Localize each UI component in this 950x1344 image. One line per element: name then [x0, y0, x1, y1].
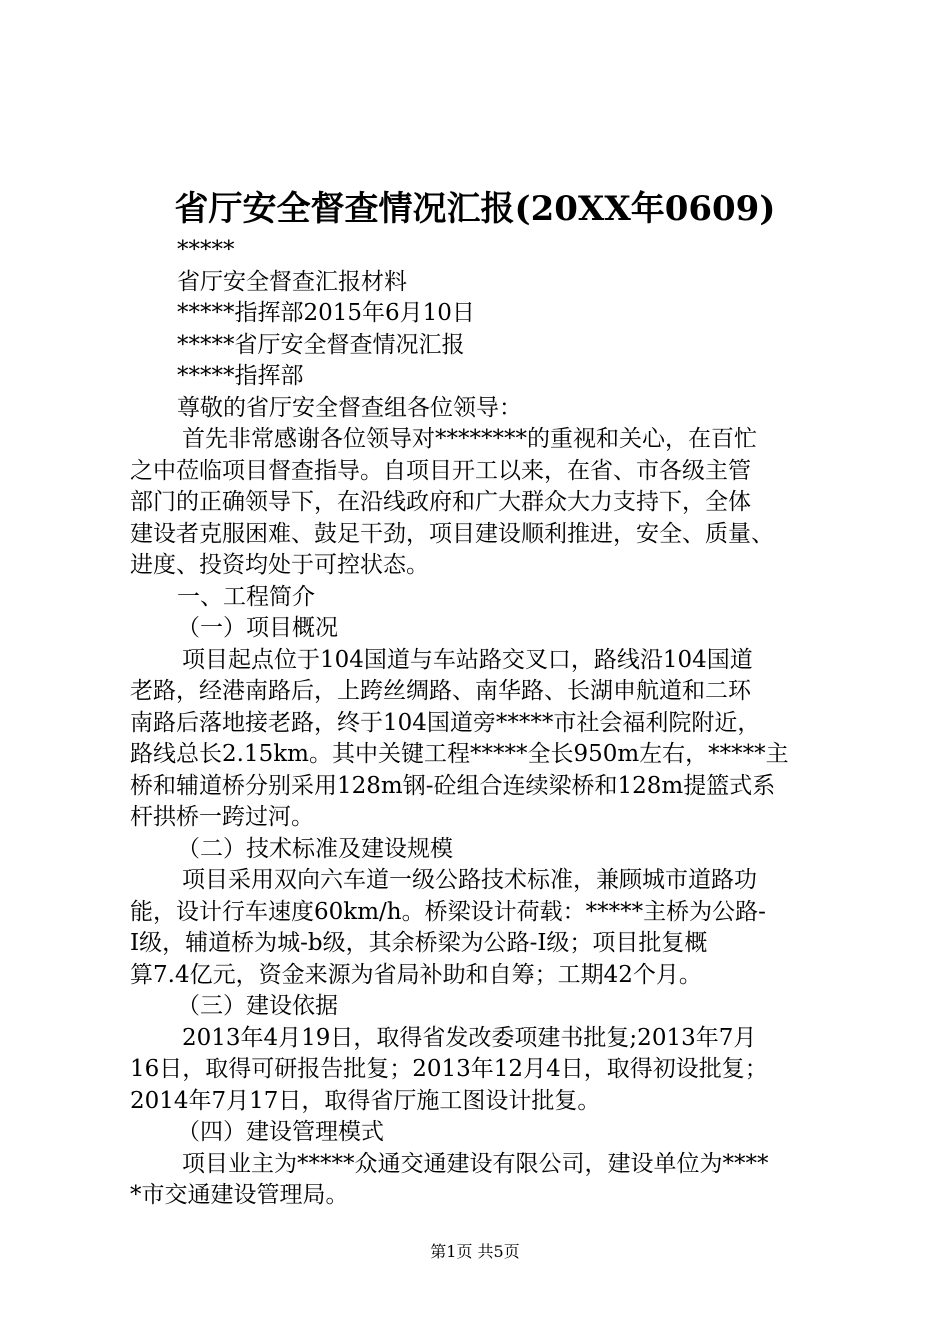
page-number-footer: 第1页 共5页	[430, 1242, 520, 1261]
subsection-heading: （三）建设依据	[177, 993, 338, 1019]
paragraph-line: 桥和辅道桥分别采用128m钢-砼组合连续梁桥和128m提篮式系	[130, 772, 776, 799]
paragraph-line: 能，设计行车速度60km/h。桥梁设计荷载：*****主桥为公路-	[130, 898, 766, 925]
paragraph-line: 16日，取得可研报告批复；2013年12月4日，取得初设批复；	[130, 1056, 768, 1082]
paragraph-line: 部门的正确领导下，在沿线政府和广大群众大力支持下，全体	[130, 489, 751, 515]
paragraph-line: 2014年7月17日，取得省厅施工图设计批复。	[130, 1087, 601, 1114]
paragraph-line: 南路后落地接老路，终于104国道旁*****市社会福利院附近，	[130, 709, 761, 736]
subsection-heading: （四）建设管理模式	[177, 1119, 384, 1145]
document-title: 省厅安全督查情况汇报(20XX年0609)	[174, 189, 776, 229]
subsection-heading: （一）项目概况	[177, 615, 338, 641]
text-line: *****指挥部	[177, 363, 304, 389]
paragraph-first-line: 首先非常感谢各位领导对********的重视和关心，在百忙	[182, 426, 757, 452]
subsection-heading: （二）技术标准及建设规模	[177, 835, 453, 862]
paragraph-first-line: 项目起点位于104国道与车站路交叉口，路线沿104国道	[182, 646, 753, 673]
paragraph-line: 建设者克服困难、鼓足干劲，项目建设顺利推进，安全、质量、	[130, 520, 774, 547]
paragraph-line: 进度、投资均处于可控状态。	[130, 552, 429, 578]
text-line: 省厅安全督查汇报材料	[177, 268, 407, 295]
section-heading: 一、工程简介	[177, 583, 315, 610]
paragraph-line: *市交通建设管理局。	[130, 1182, 349, 1208]
paragraph-line: 算7.4亿元，资金来源为省局补助和自筹；工期42个月。	[130, 961, 702, 988]
text-line: 尊敬的省厅安全督查组各位领导：	[177, 394, 522, 421]
text-line: *****	[177, 237, 235, 263]
text-line: *****省厅安全督查情况汇报	[177, 331, 465, 358]
paragraph-line: 杆拱桥一跨过河。	[130, 804, 314, 830]
document-body	[130, 235, 850, 1212]
paragraph-first-line: 项目采用双向六车道一级公路技术标准，兼顾城市道路功	[182, 867, 757, 893]
paragraph-line: 老路，经港南路后，上跨丝绸路、南华路、长湖申航道和二环	[130, 678, 751, 704]
text-line: *****指挥部2015年6月10日	[177, 300, 475, 326]
paragraph-first-line: 2013年4月19日，取得省发改委项建书批复;2013年7月	[182, 1024, 757, 1051]
paragraph-line: Ⅰ级，辅道桥为城-b级，其余桥梁为公路-Ⅰ级；项目批复概	[130, 930, 708, 956]
paragraph-line: 之中莅临项目督查指导。自项目开工以来，在省、市各级主管	[130, 457, 751, 484]
paragraph-line: 路线总长2.15km。其中关键工程*****全长950m左右，*****主	[130, 741, 789, 767]
paragraph-first-line: 项目业主为*****众通交通建设有限公司，建设单位为****	[182, 1150, 769, 1177]
